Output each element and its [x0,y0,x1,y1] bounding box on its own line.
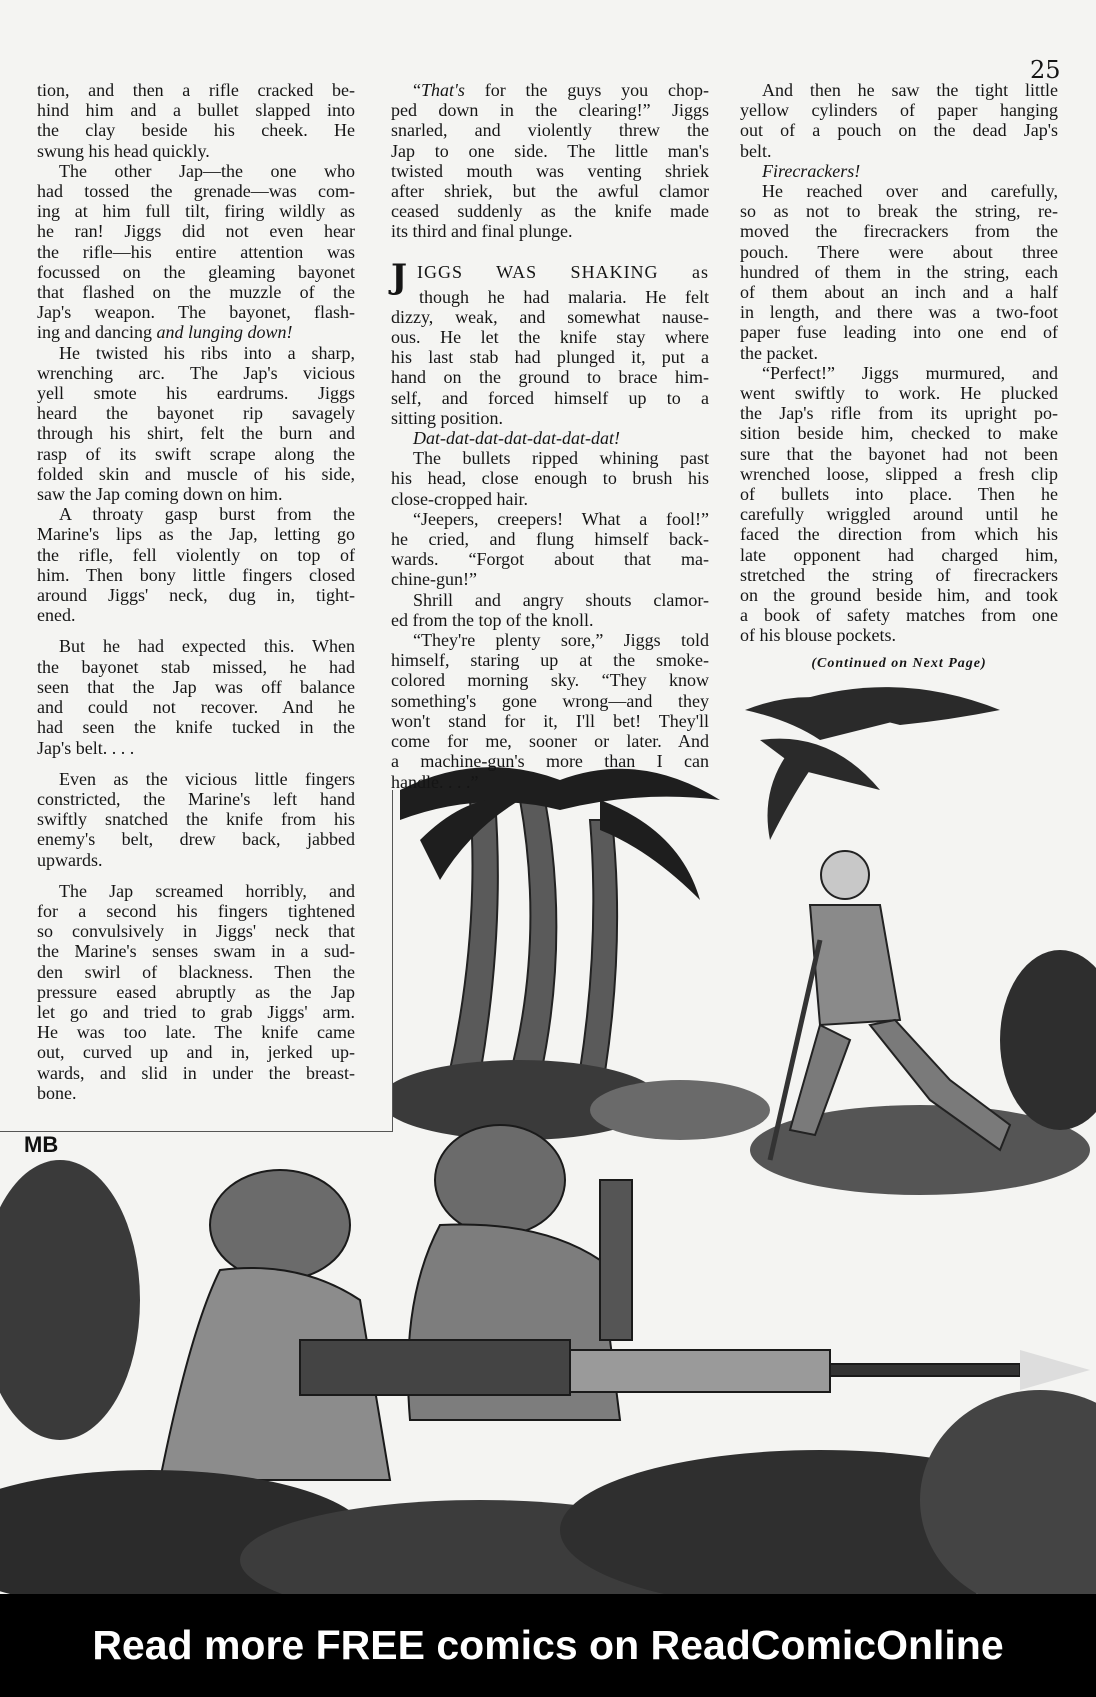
text-line: Firecrackers! [762,160,861,181]
text-line: belt. [740,140,772,161]
text-line: won't stand for it, I'll bet! They'll [391,710,709,731]
text-line: the Jap's rifle from its upright po- [740,403,1058,424]
text-line: snarled, and violently threw the [391,120,709,141]
text-line: wards, and slid in under the breast- [37,1062,355,1083]
text-run: for the guys you chop- [464,80,709,100]
text-line: the rifle, fell violently on top of [37,544,355,565]
text-line: And then he saw the tight little [762,80,1058,100]
text-line: focussed on the gleaming bayonet [37,261,355,282]
text-line: wards. “Forgot about that ma- [391,549,709,570]
text-line: the rifle—his entire attention was [37,241,355,262]
text-line: ceased suddenly as the knife made [391,201,709,222]
text-line: heard the bayonet rip savagely [37,403,355,424]
text-line: The other Jap—the one who [59,160,355,181]
text-line: He was too late. The knife came [37,1022,355,1043]
text-line: so convulsively in Jiggs' neck that [37,921,355,942]
drop-cap: J [391,256,408,297]
page-number: 25 [1030,56,1061,84]
text-line: his head, close enough to brush his [391,468,709,489]
text-line: colored morning sky. “They know [391,670,709,691]
text-line: sitting position. [391,407,504,428]
paragraph [391,630,709,792]
text-line: Shrill and angry shouts clamor- [413,589,709,610]
text-line [391,80,709,100]
text-line: after shriek, but the awful clamor [391,181,709,202]
text-line: pressure eased abruptly as the Jap [37,981,355,1002]
text-line: wrenched loose, slipped a fresh clip [740,463,1058,484]
text-line: twisted mouth was venting shriek [391,160,709,181]
text-line: den swirl of blackness. Then the [37,961,355,982]
paragraph [37,636,355,757]
article-column-right [740,80,1058,674]
text-line: Jap's weapon. The bayonet, flash- [37,302,355,323]
text-run: IGGS WAS SHAKING as [417,261,709,282]
text-line: But he had expected this. When [59,636,355,657]
text-line: swiftly snatched the knife from his [37,809,355,830]
text-line: He reached over and carefully, [762,181,1058,202]
paragraph [740,181,1058,363]
text-line: moved the firecrackers from the [740,221,1058,242]
text-line: saw the Jap coming down on him. [37,484,283,505]
text-line: out, curved up and in, jerked up- [37,1042,355,1063]
paragraph [740,363,1058,646]
text-line: ened. [37,605,76,626]
promo-banner[interactable] [0,1594,1096,1697]
text-line: ed from the top of the knoll. [391,609,594,630]
text-line: bone. [37,1082,77,1103]
text-line: the packet. [740,342,818,363]
text-line: self, and forced himself up to a [391,387,709,408]
text-line: let go and tried to grab Jiggs' arm. [37,1001,355,1022]
text-line: The Jap screamed horribly, and [59,880,355,901]
text-line: so as not to break the string, re- [740,201,1058,222]
text-line [37,322,355,342]
text-line: seen that the Jap was off balance [37,676,355,697]
text-line: upwards. [37,849,103,870]
text-line: close-cropped hair. [391,488,528,509]
text-line: folded skin and muscle of his side, [37,463,355,484]
text-line: hundred of them in the string, each [740,261,1058,282]
text-line: hand on the ground to brace him- [391,367,709,388]
paragraph [391,590,709,630]
article-column-middle [391,80,709,792]
text-line: tion, and then a rifle cracked be- [37,80,355,100]
text-line: its third and final plunge. [391,221,573,242]
text-line: enemy's belt, drew back, jabbed [37,829,355,850]
text-line: something's gone wrong—and they [391,690,709,711]
text-line: yellow cylinders of paper hanging [740,100,1058,121]
paragraph [37,161,355,343]
text-line: He twisted his ribs into a sharp, [59,342,355,363]
text-line: yell smote his eardrums. Jiggs [37,383,355,404]
text-line: on the ground beside him, and took [740,585,1058,606]
text-line: around Jiggs' neck, dug in, tight- [37,585,355,606]
text-line: dizzy, weak, and somewhat nause- [391,306,709,327]
text-line: Dat-dat-dat-dat-dat-dat-dat! [413,428,620,449]
text-line: sition beside him, checked to make [740,423,1058,444]
text-line: stretched the string of firecrackers [740,564,1058,585]
text-line: of them about an inch and a half [740,282,1058,303]
text-line: handle. . . .” [391,771,479,792]
text-line: swung his head quickly. [37,140,210,161]
text-line: he ran! Jiggs did not even hear [37,221,355,242]
paragraph [740,161,1058,181]
text-line: went swiftly to work. He plucked [740,383,1058,404]
text-line: “Jeepers, creepers! What a fool!” [413,508,709,529]
italic-text-run: and lunging down! [156,322,293,343]
text-line: faced the direction from which his [740,524,1058,545]
paragraph [37,881,355,1103]
text-line: The bullets ripped whining past [413,448,709,469]
text-line: him. Then bony little fingers closed [37,564,355,585]
paragraph [391,509,709,590]
paragraph [740,80,1058,161]
text-line: that flashed on the muzzle of the [37,282,355,303]
artist-signature: MB [24,1132,59,1157]
text-line: had tossed the grenade—was com- [37,181,355,202]
text-line: chine-gun!” [391,569,477,590]
text-line: ped down in the clearing!” Jiggs [391,100,709,121]
continued-on-next-page-note: (Continued on Next Page) [811,655,987,671]
text-line: Jap to one side. The little man's [391,140,709,161]
text-line: in length, and there was a two-foot [740,302,1058,323]
italic-text-run: That's [421,80,465,100]
text-line: hind him and a bullet slapped into [37,100,355,121]
article-column-left [37,80,355,1103]
text-line: for a second his fingers tightened [37,900,355,921]
text-line: ous. He let the knife stay where [391,327,709,348]
text-line: late opponent had charged him, [740,544,1058,565]
text-line: out of a pouch on the dead Jap's [740,120,1058,141]
text-line: constricted, the Marine's left hand [37,788,355,809]
paragraph [391,448,709,509]
text-line: his last stab had plunged it, put a [391,347,709,368]
text-line: Marine's lips as the Jap, letting go [37,524,355,545]
text-run: ing and dancing [37,322,157,343]
promo-banner-text[interactable]: Read more FREE comics on ReadComicOnline [92,1622,1004,1668]
text-line: wrenching arc. The Jap's vicious [37,362,355,383]
text-line: himself, staring up at the smoke- [391,650,709,671]
text-line: “Perfect!” Jiggs murmured, and [762,362,1058,383]
text-line: had seen the knife tucked in the [37,717,355,738]
text-line: paper fuse leading into one end of [740,322,1058,343]
text-line: ing at him full tilt, firing wildly as [37,201,355,222]
text-line: the Marine's senses swam in a sud- [37,941,355,962]
text-line: pouch. There were about three [740,241,1058,262]
paragraph [391,428,709,448]
paragraph [391,80,709,242]
text-line: of bullets into place. Then he [740,484,1058,505]
text-line: the clay beside his cheek. He [37,120,355,141]
text-line: through his shirt, felt the burn and [37,423,355,444]
text-line: the bayonet stab missed, he had [37,656,355,677]
paragraph [391,256,709,428]
text-line: “They're plenty sore,” Jiggs told [413,630,709,651]
palm-trunks [450,800,617,1078]
text-line: carefully wriggled around until he [740,504,1058,525]
text-line: rasp of its swift scrape along the [37,443,355,464]
text-line: he cried, and flung himself back- [391,529,709,550]
text-line: a machine-gun's more than I can [391,751,709,772]
text-line: though he had malaria. He felt [419,286,709,307]
text-line: Jap's belt. . . . [37,737,135,758]
text-line: sure that the bayonet had not been [740,443,1058,464]
paragraph [37,504,355,625]
text-line: a book of safety matches from one [740,605,1058,626]
text-line: and could not recover. And he [37,697,355,718]
text-line: of his blouse pockets. [740,625,896,646]
text-line: A throaty gasp burst from the [59,504,355,525]
text-run: “ [413,80,421,100]
paragraph [37,769,355,870]
paragraph [37,343,355,505]
text-line: come for me, sooner or later. And [391,731,709,752]
text-line: Even as the vicious little fingers [59,768,355,789]
paragraph [37,80,355,161]
